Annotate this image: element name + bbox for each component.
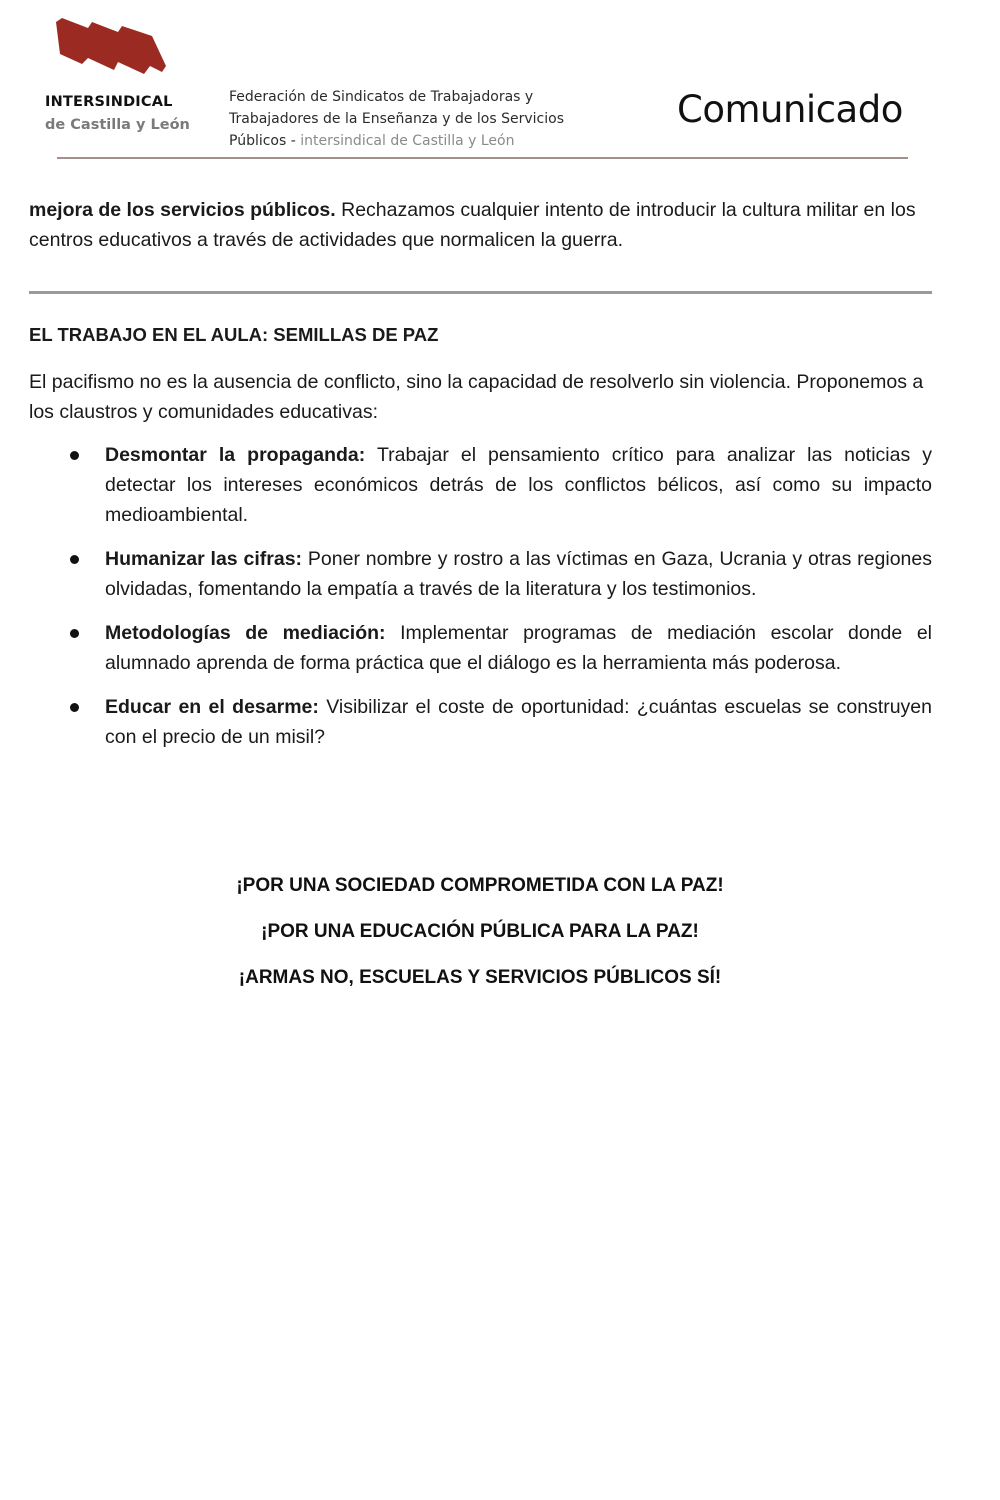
org-line-3-gray: intersindical de Castilla y León [300, 133, 515, 149]
logo-subtitle: de Castilla y León [45, 117, 190, 133]
document-header [0, 0, 1000, 170]
intersindical-logo-flag-icon [52, 16, 178, 78]
item-text: Visibilizar el coste de oportunidad: ¿cuántas escuelas se construyen con el precio de un misil? [105, 696, 933, 748]
section-lead-paragraph: El pacifismo no es la ausencia de conflicto, sino la capacidad de resolverlo sin violencia. Proponemos a los claustros y comunidades educativas: [29, 371, 924, 423]
list-item [29, 618, 932, 678]
logo-name: INTERSINDICAL [45, 94, 173, 110]
header-divider [57, 157, 908, 159]
bullet-icon [70, 555, 79, 564]
org-line-1: Federación de Sindicatos de Trabajadoras y [229, 89, 534, 105]
section-heading: EL TRABAJO EN EL AULA: SEMILLAS DE PAZ [29, 324, 439, 345]
intro-text: Rechazamos cualquier intento de introducir la cultura militar en los centros educativos a través de actividades que normalicen la guerra. [29, 199, 916, 251]
slogan-3: ¡ARMAS NO, ESCUELAS Y SERVICIOS PÚBLICOS SÍ! [238, 967, 722, 988]
item-title: Educar en el desarme: [105, 696, 319, 718]
organization-name [229, 86, 564, 152]
intro-bold: mejora de los servicios públicos. [29, 199, 336, 221]
bullet-icon [70, 703, 79, 712]
closing-slogans [0, 872, 960, 1010]
item-title: Desmontar la propaganda: [105, 444, 366, 466]
intro-paragraph [29, 195, 932, 255]
org-line-3-dark: Públicos - [229, 133, 301, 149]
list-item [29, 544, 932, 604]
org-line-3 [229, 130, 564, 152]
proposal-list [29, 440, 932, 752]
bullet-icon [70, 629, 79, 638]
document-body [29, 195, 932, 766]
list-item [29, 692, 932, 752]
org-line-2: Trabajadores de la Enseñanza y de los Servicios [229, 111, 564, 127]
section-divider [29, 291, 932, 294]
item-title: Metodologías de mediación: [105, 622, 386, 644]
list-item [29, 440, 932, 530]
item-title: Humanizar las cifras: [105, 548, 303, 570]
bullet-icon [70, 451, 79, 460]
slogan-1: ¡POR UNA SOCIEDAD COMPROMETIDA CON LA PAZ! [236, 875, 724, 896]
item-text: Poner nombre y rostro a las víctimas en Gaza, Ucrania y otras regiones olvidadas, fomentando la empatía a través de la literatura y los testimonios. [105, 548, 932, 600]
slogan-2: ¡POR UNA EDUCACIÓN PÚBLICA PARA LA PAZ! [261, 921, 699, 942]
document-type-title: Comunicado [677, 88, 903, 131]
item-text: Trabajar el pensamiento crítico para analizar las noticias y detectar los intereses económicos detrás de los conflictos bélicos, así como su impacto medioambiental. [105, 444, 932, 526]
item-text: Implementar programas de mediación escolar donde el alumnado aprenda de forma práctica que el diálogo es la herramienta más poderosa. [105, 622, 933, 674]
